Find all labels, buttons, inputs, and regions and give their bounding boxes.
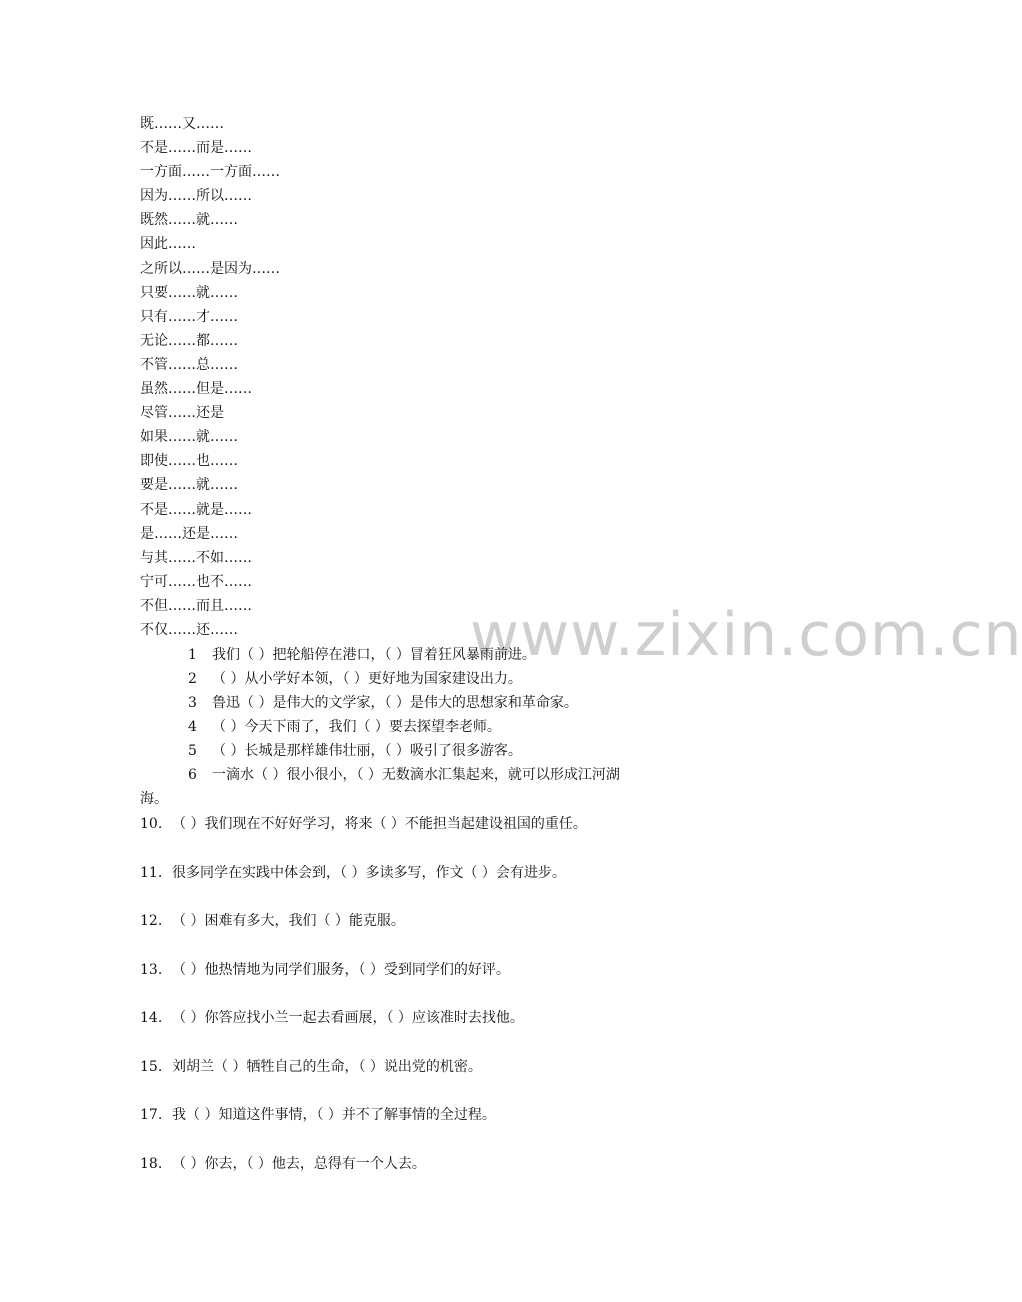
question-number: 10. xyxy=(140,816,163,832)
question-text: 刘胡兰（ ）牺牲自己的生命，（ ）说出党的机密。 xyxy=(172,1058,482,1075)
conjunction-item: 如果……就…… xyxy=(140,429,238,446)
sentence-number: 1 xyxy=(188,647,197,663)
question-text: 很多同学在实践中体会到，（ ）多读多写，作文（ ）会有进步。 xyxy=(172,864,566,881)
sentence-row xyxy=(140,715,800,739)
question-number: 13. xyxy=(140,961,163,978)
conjunction-item: 只有……才…… xyxy=(140,308,238,325)
conjunction-item: 不是……而是…… xyxy=(140,140,252,157)
question-number: 12. xyxy=(140,913,163,929)
conjunction-item: 宁可……也不…… xyxy=(140,573,252,590)
sentence-continuation: 海。 xyxy=(140,791,168,807)
conjunction-item: 不仅……还…… xyxy=(140,621,238,638)
sentence-text: （ ）今天下雨了，我们（ ）要去探望李老师。 xyxy=(212,719,501,735)
question-item xyxy=(140,1152,587,1201)
question-item xyxy=(140,1103,587,1152)
fill-in-sentences xyxy=(140,643,800,811)
conjunction-item: 不是……就是…… xyxy=(140,501,252,518)
question-number: 18. xyxy=(140,1155,163,1172)
sentence-row xyxy=(140,739,800,763)
question-item xyxy=(140,812,587,861)
question-number: 11. xyxy=(140,864,163,881)
watermark: www.zixin.com.cn xyxy=(470,600,1022,670)
sentence-text: 鲁迅（ ）是伟大的文学家，（ ）是伟大的思想家和革命家。 xyxy=(212,695,578,711)
conjunction-item: 与其……不如…… xyxy=(140,549,252,566)
conjunction-item: 是……还是…… xyxy=(140,525,238,542)
sentence-number: 2 xyxy=(188,671,197,687)
question-text: （ ）我们现在不好好学习，将来（ ）不能担当起建设祖国的重任。 xyxy=(172,816,587,832)
sentence-text: （ ）从小学好本领，（ ）更好地为国家建设出力。 xyxy=(212,671,522,687)
conjunction-item: 不但……而且…… xyxy=(140,597,252,614)
question-text: （ ）他热情地为同学们服务，（ ）受到同学们的好评。 xyxy=(172,961,510,978)
sentence-number: 3 xyxy=(188,695,197,711)
conjunction-item: 虽然……但是…… xyxy=(140,381,252,398)
question-number: 15. xyxy=(140,1058,163,1075)
conjunction-item: 因此…… xyxy=(140,236,196,253)
sentence-text: 我们（ ）把轮船停在港口，（ ）冒着狂风暴雨前进。 xyxy=(212,647,536,663)
sentence-number: 4 xyxy=(188,719,197,735)
sentence-number: 6 xyxy=(188,767,197,783)
conjunction-item: 尽管……还是 xyxy=(140,405,224,422)
sentence-row xyxy=(140,643,800,667)
conjunction-item: 不管……总…… xyxy=(140,356,238,373)
conjunction-item: 既然……就…… xyxy=(140,212,238,229)
conjunction-item: 即使……也…… xyxy=(140,453,238,470)
question-text: 我（ ）知道这件事情，（ ）并不了解事情的全过程。 xyxy=(172,1107,496,1123)
question-item xyxy=(140,909,587,958)
question-list xyxy=(140,812,587,1200)
question-item xyxy=(140,861,587,910)
question-text: （ ）困难有多大，我们（ ）能克服。 xyxy=(172,913,405,929)
conjunction-item: 因为……所以…… xyxy=(140,188,252,205)
question-number: 14. xyxy=(140,1010,163,1026)
conjunction-item: 既……又…… xyxy=(140,116,224,132)
sentence-row xyxy=(140,691,800,715)
question-number: 17. xyxy=(140,1107,163,1123)
sentence-row xyxy=(140,667,800,691)
sentence-text: 一滴水（ ）很小很小，（ ）无数滴水汇集起来，就可以形成江河湖 xyxy=(212,767,620,783)
conjunction-list xyxy=(140,112,280,642)
question-text: （ ）你去，（ ）他去，总得有一个人去。 xyxy=(172,1155,426,1172)
conjunction-item: 之所以……是因为…… xyxy=(140,260,280,277)
conjunction-item: 要是……就…… xyxy=(140,477,238,494)
conjunction-item: 只要……就…… xyxy=(140,284,238,301)
question-item xyxy=(140,958,587,1007)
question-item xyxy=(140,1055,587,1104)
sentence-text: （ ）长城是那样雄伟壮丽，（ ）吸引了很多游客。 xyxy=(212,743,522,759)
conjunction-item: 无论……都…… xyxy=(140,332,238,349)
sentence-row xyxy=(140,763,800,787)
sentence-number: 5 xyxy=(188,743,197,759)
question-item xyxy=(140,1006,587,1055)
question-text: （ ）你答应找小兰一起去看画展，（ ）应该准时去找他。 xyxy=(172,1010,524,1026)
conjunction-item: 一方面……一方面…… xyxy=(140,164,280,181)
